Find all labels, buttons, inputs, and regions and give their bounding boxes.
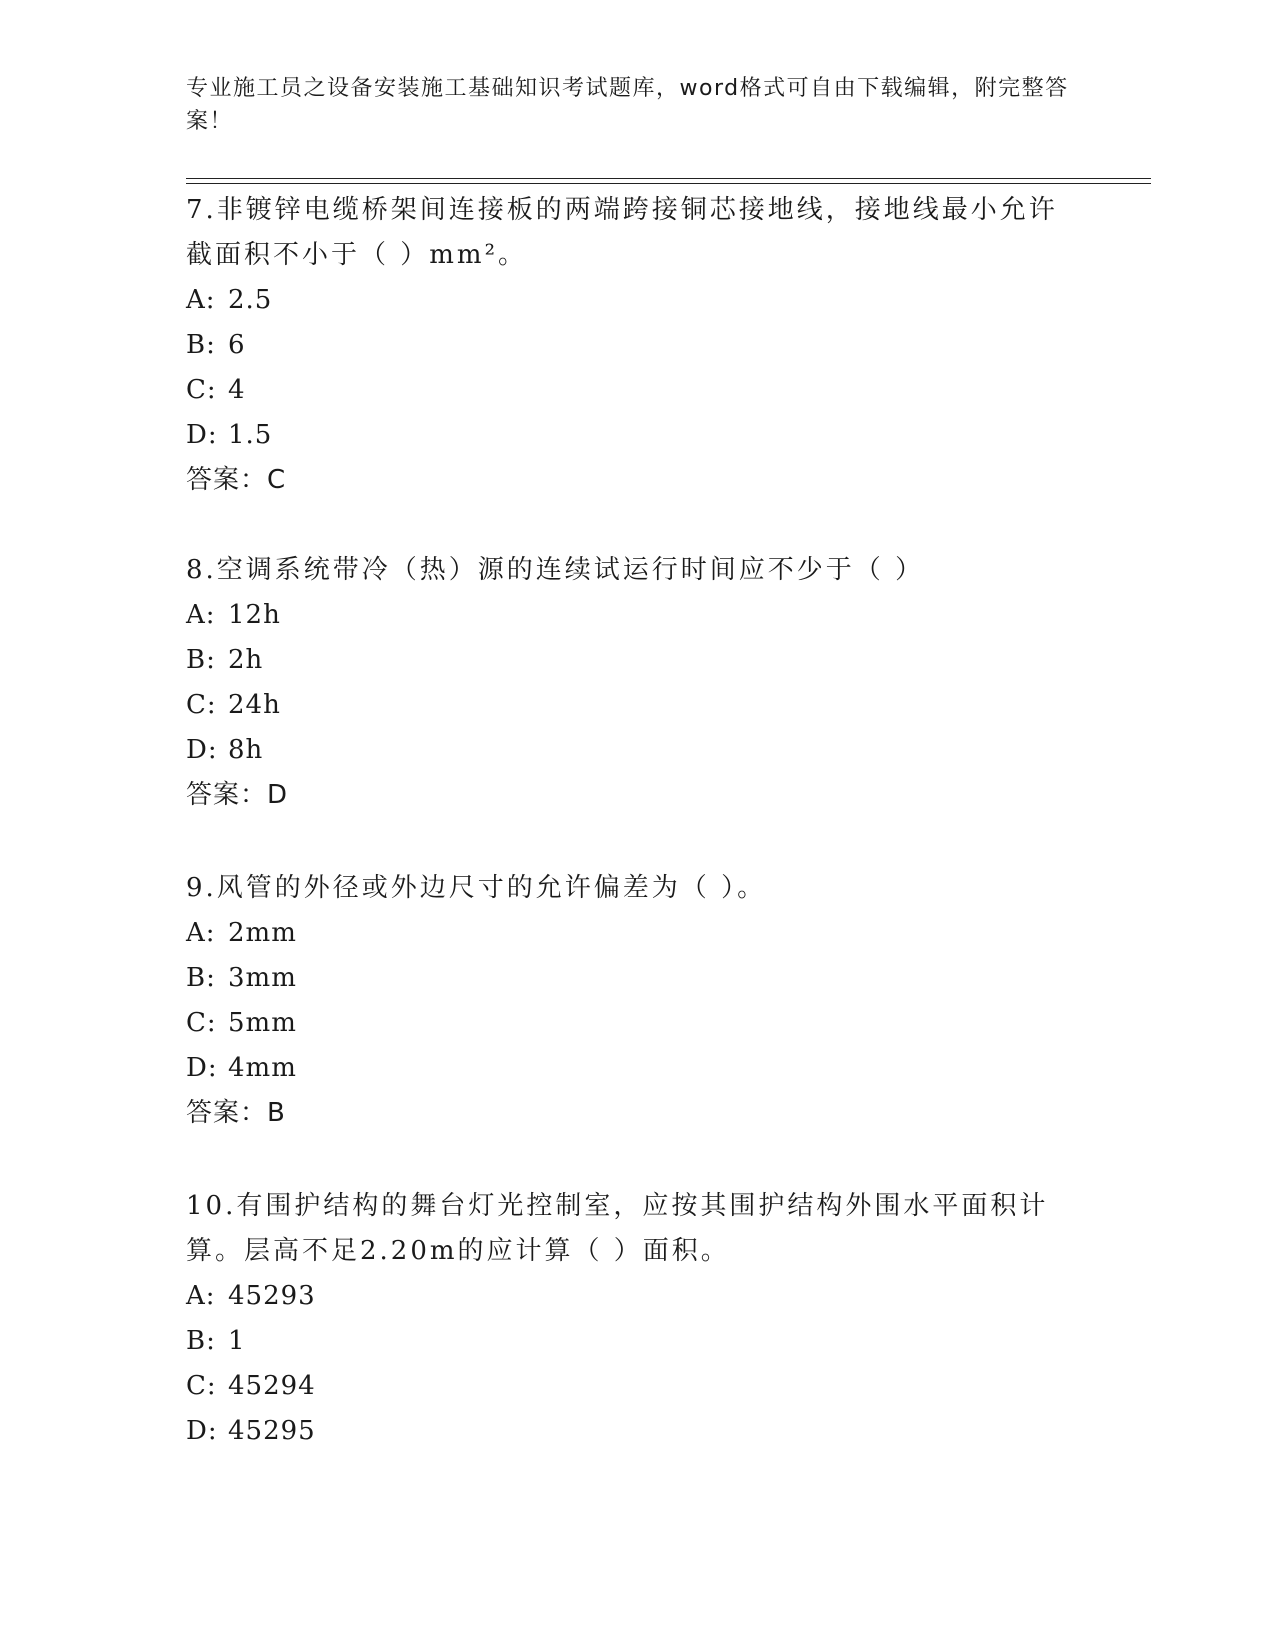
option-key: A: xyxy=(186,600,216,630)
question-stem: 9.风管的外径或外边尺寸的允许偏差为（ ）。 xyxy=(186,873,767,903)
option-c xyxy=(186,368,1086,413)
option-a xyxy=(186,1274,1086,1319)
option-key: C: xyxy=(186,1371,217,1401)
question-9 xyxy=(186,866,1086,1136)
header-divider-thick xyxy=(186,178,1151,179)
answer-line: 答案：B xyxy=(186,1098,286,1128)
header-divider-thin xyxy=(186,183,1151,184)
option-b xyxy=(186,323,1086,368)
option-c xyxy=(186,1001,1086,1046)
option-value: 5mm xyxy=(228,1008,297,1038)
option-value: 2.5 xyxy=(228,285,273,315)
option-value: 45293 xyxy=(228,1281,316,1311)
question-stem: 8.空调系统带冷（热）源的连续试运行时间应不少于（ ） xyxy=(186,555,925,585)
option-a xyxy=(186,278,1086,323)
option-value: 3mm xyxy=(228,963,297,993)
option-key: D: xyxy=(186,1053,218,1083)
option-key: D: xyxy=(186,1416,218,1446)
option-b xyxy=(186,956,1086,1001)
option-value: 12h xyxy=(228,600,281,630)
option-value: 2h xyxy=(228,645,264,675)
option-d xyxy=(186,1046,1086,1091)
question-10 xyxy=(186,1184,1086,1454)
option-value: 8h xyxy=(228,735,264,765)
option-value: 45295 xyxy=(228,1416,316,1446)
document-header: 专业施工员之设备安装施工基础知识考试题库，word格式可自由下载编辑，附完整答案！ xyxy=(186,76,1069,134)
option-key: A: xyxy=(186,1281,216,1311)
option-a xyxy=(186,593,1086,638)
option-value: 4mm xyxy=(228,1053,297,1083)
option-d xyxy=(186,413,1086,458)
option-key: B: xyxy=(186,330,216,360)
option-value: 4 xyxy=(228,375,246,405)
option-c xyxy=(186,683,1086,728)
option-key: B: xyxy=(186,645,216,675)
option-value: 24h xyxy=(228,690,281,720)
option-value: 2mm xyxy=(228,918,297,948)
option-key: B: xyxy=(186,963,216,993)
option-key: C: xyxy=(186,375,217,405)
question-8 xyxy=(186,548,1086,818)
option-key: D: xyxy=(186,420,218,450)
answer-line: 答案：D xyxy=(186,780,289,810)
option-d xyxy=(186,728,1086,773)
option-b xyxy=(186,1319,1086,1364)
question-stem: 10.有围护结构的舞台灯光控制室，应按其围护结构外围水平面积计算。层高不足2.20m的应计算（ ）面积。 xyxy=(186,1191,1049,1266)
option-key: A: xyxy=(186,285,216,315)
option-key: A: xyxy=(186,918,216,948)
option-value: 45294 xyxy=(228,1371,316,1401)
question-stem: 7.非镀锌电缆桥架间连接板的两端跨接铜芯接地线，接地线最小允许截面积不小于（ ）mm²。 xyxy=(186,195,1058,270)
option-c xyxy=(186,1364,1086,1409)
option-a xyxy=(186,911,1086,956)
option-key: C: xyxy=(186,1008,217,1038)
option-value: 1 xyxy=(228,1326,246,1356)
option-value: 6 xyxy=(228,330,246,360)
answer-line: 答案：C xyxy=(186,465,287,495)
option-value: 1.5 xyxy=(228,420,273,450)
option-b xyxy=(186,638,1086,683)
option-d xyxy=(186,1409,1086,1454)
option-key: B: xyxy=(186,1326,216,1356)
question-7 xyxy=(186,188,1086,503)
option-key: D: xyxy=(186,735,218,765)
option-key: C: xyxy=(186,690,217,720)
